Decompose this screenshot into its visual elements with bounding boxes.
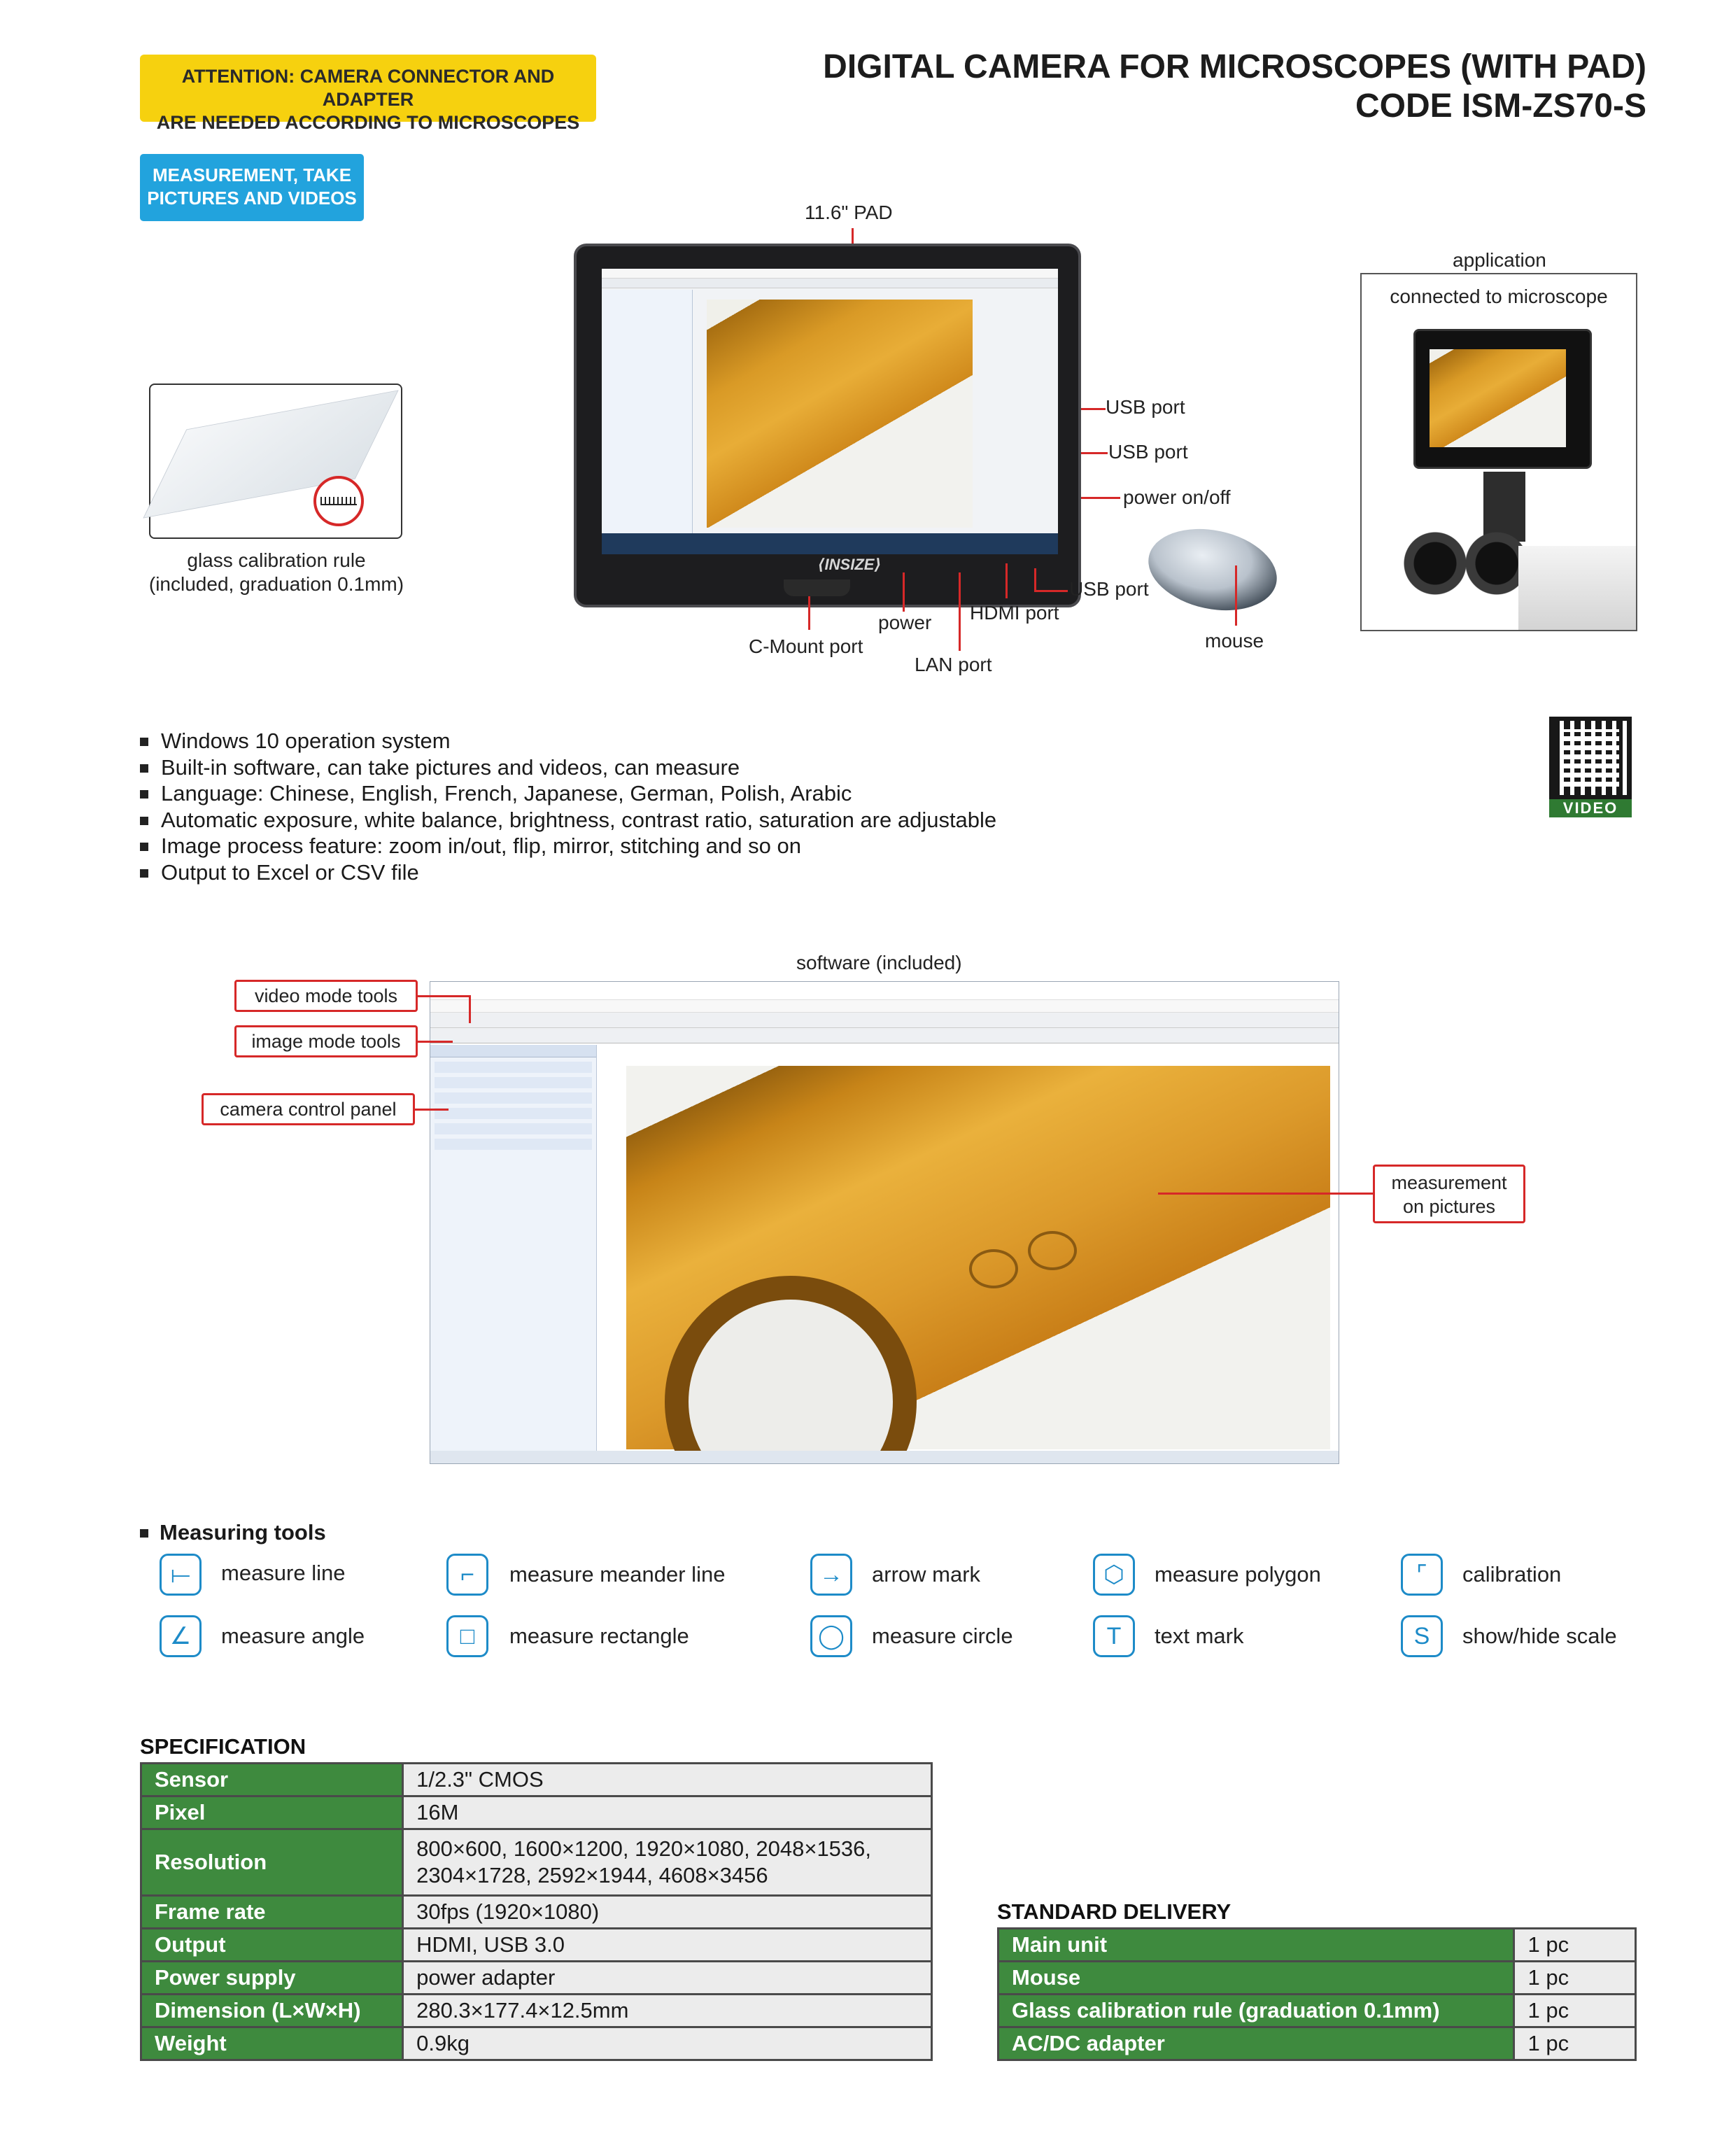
tool-label: measure meander line: [509, 1562, 726, 1587]
delivery-item: Main unit: [998, 1929, 1514, 1962]
tablet-screen: [602, 269, 1058, 554]
usb-1-line: [1081, 408, 1106, 410]
tablet-side-panel: [602, 290, 693, 542]
image-tools-line: [418, 1041, 453, 1043]
video-tools-line-v: [469, 995, 471, 1023]
tool-label: measure line: [221, 1561, 346, 1585]
specification-table: [140, 1762, 933, 2061]
list-item: Image process feature: zoom in/out, flip, mirror, stitching and so on: [140, 833, 996, 859]
delivery-qty: 1 pc: [1514, 1962, 1636, 1995]
sw-title-bar: [430, 982, 1339, 1000]
table-row: [141, 1995, 932, 2027]
glass-caption-line-2: (included, graduation 0.1mm): [148, 573, 404, 595]
tool-label: arrow mark: [872, 1562, 981, 1587]
power-switch-line: [1081, 497, 1120, 499]
spec-value: 1/2.3" CMOS: [403, 1764, 932, 1796]
delivery-item: Mouse: [998, 1962, 1514, 1995]
list-item: Language: Chinese, English, French, Japanese, German, Polish, Arabic: [140, 780, 996, 807]
tool-label: measure circle: [872, 1624, 1013, 1648]
tool-label: show/hide scale: [1462, 1624, 1617, 1648]
table-row: [998, 1962, 1636, 1995]
lan-port-label: LAN port: [915, 654, 992, 675]
badge-line-2: PICTURES AND VIDEOS: [147, 188, 357, 209]
table-row: [141, 1796, 932, 1829]
measurement-tag: [1373, 1165, 1525, 1223]
delivery-qty: 1 pc: [1514, 1929, 1636, 1962]
delivery-qty: 1 pc: [1514, 2027, 1636, 2060]
page-title: [737, 48, 1646, 126]
glass-rule-caption: [140, 549, 413, 596]
c-mount-adapter: [784, 579, 850, 596]
spec-value: 280.3×177.4×12.5mm: [403, 1995, 932, 2027]
software-screenshot: [430, 981, 1339, 1464]
video-tools-line: [418, 995, 470, 997]
mouse-line: [1235, 565, 1237, 626]
hdmi-line: [1005, 563, 1008, 598]
spec-key: Dimension (L×W×H): [141, 1995, 403, 2027]
measuring-tools-title: Measuring tools: [140, 1520, 326, 1545]
sw-oval-2: [1028, 1231, 1077, 1270]
tool-label: measure polygon: [1155, 1562, 1321, 1587]
spec-value: 30fps (1920×1080): [403, 1896, 932, 1929]
video-tools-tag: video mode tools: [234, 980, 418, 1012]
spec-value: power adapter: [403, 1962, 932, 1995]
measurement-line: [1158, 1193, 1373, 1195]
table-row: [998, 2027, 1636, 2060]
tool-label: text mark: [1155, 1624, 1244, 1648]
table-row: [141, 1829, 932, 1896]
list-item: Automatic exposure, white balance, brightness, contrast ratio, saturation are adjustable: [140, 807, 996, 834]
glass-caption-line-1: glass calibration rule: [187, 549, 366, 571]
measurement-line-2: on pictures: [1402, 1196, 1496, 1217]
resolution-line-1: 800×600, 1600×1200, 1920×1080, 2048×1536,: [416, 1836, 872, 1861]
lan-line: [959, 572, 961, 651]
polygon-icon[interactable]: ⬡: [1093, 1554, 1135, 1596]
table-row: [141, 1896, 932, 1929]
sw-toolbar-video: [430, 1013, 1339, 1028]
spec-key: Power supply: [141, 1962, 403, 1995]
table-row: [141, 1929, 932, 1962]
feature-badge: [140, 154, 364, 221]
table-row: [141, 1764, 932, 1796]
power-line: [903, 572, 905, 612]
power-label: power: [878, 612, 932, 633]
list-item: Built-in software, can take pictures and videos, can measure: [140, 754, 996, 781]
attention-line-2: ARE NEEDED ACCORDING TO MICROSCOPES: [156, 112, 580, 133]
power-switch-label: power on/off: [1123, 486, 1231, 508]
tablet-taskbar: [602, 533, 1058, 554]
delivery-qty: 1 pc: [1514, 1995, 1636, 2027]
delivery-item: AC/DC adapter: [998, 2027, 1514, 2060]
calibration-icon[interactable]: ⌜: [1401, 1554, 1443, 1596]
spec-value: [403, 1829, 932, 1896]
spec-key: Output: [141, 1929, 403, 1962]
spec-key: Weight: [141, 2027, 403, 2060]
hdmi-port-label: HDMI port: [970, 602, 1059, 624]
delivery-table: [997, 1927, 1637, 2061]
software-caption: software (included): [796, 952, 962, 973]
arrow-mark-icon[interactable]: →: [810, 1554, 852, 1596]
tablet-microscope-image: [707, 300, 973, 528]
application-screen-image: [1430, 349, 1566, 447]
usb-3-line-v: [1034, 568, 1036, 592]
table-row: [998, 1995, 1636, 2027]
camera-panel-line: [415, 1109, 449, 1111]
tablet-device: [574, 244, 1081, 607]
meander-line-icon[interactable]: ⌐: [446, 1554, 488, 1596]
spec-key: Pixel: [141, 1796, 403, 1829]
mouse-label: mouse: [1205, 630, 1264, 652]
cmount-port-label: C-Mount port: [749, 635, 863, 657]
spec-value: HDMI, USB 3.0: [403, 1929, 932, 1962]
scale-icon[interactable]: S: [1401, 1615, 1443, 1657]
insize-logo: ⟨INSIZE⟩: [817, 556, 882, 573]
feature-list: [140, 728, 996, 885]
title-line-2: CODE ISM-ZS70-S: [1355, 87, 1646, 125]
list-item: Windows 10 operation system: [140, 728, 996, 754]
sw-toolbar-image: [430, 1028, 1339, 1043]
tablet-menu-bar: [602, 269, 1058, 279]
sw-image-canvas: [626, 1066, 1330, 1449]
camera-panel-tag: camera control panel: [202, 1093, 415, 1125]
image-tools-tag: image mode tools: [234, 1025, 418, 1057]
sw-oval-1: [969, 1249, 1018, 1288]
usb-port-2-label: USB port: [1108, 441, 1188, 463]
microscope-camera: [1483, 472, 1525, 542]
application-caption: connected to microscope: [1390, 286, 1608, 307]
attention-banner: [140, 55, 596, 133]
application-label: application: [1453, 249, 1546, 271]
attention-line-1: ATTENTION: CAMERA CONNECTOR AND ADAPTER: [181, 66, 555, 110]
measure-line-icon[interactable]: ⟝: [160, 1554, 202, 1596]
angle-icon[interactable]: ∠: [160, 1615, 202, 1657]
usb-2-line: [1081, 452, 1108, 454]
qr-video-label: VIDEO: [1549, 799, 1632, 817]
table-row: [141, 1962, 932, 1995]
measurement-line-1: measurement: [1391, 1172, 1507, 1193]
tool-label: measure rectangle: [509, 1624, 689, 1648]
delivery-title: STANDARD DELIVERY: [997, 1899, 1232, 1924]
tool-label: calibration: [1462, 1562, 1562, 1587]
usb-port-3-label: USB port: [1069, 578, 1149, 600]
usb-3-line-h: [1034, 590, 1068, 592]
circle-icon[interactable]: ◯: [810, 1615, 852, 1657]
list-item: Output to Excel or CSV file: [140, 859, 996, 886]
spec-key: Sensor: [141, 1764, 403, 1796]
usb-port-1-label: USB port: [1106, 396, 1185, 418]
table-row: [141, 2027, 932, 2060]
spec-key: Frame rate: [141, 1896, 403, 1929]
tablet-toolbar: [602, 279, 1058, 288]
graduation-magnifier: [313, 476, 364, 526]
rectangle-icon[interactable]: □: [446, 1615, 488, 1657]
microscope-body: [1518, 546, 1636, 630]
resolution-line-2: 2304×1728, 2592×1944, 4608×3456: [416, 1863, 768, 1887]
table-row: [998, 1929, 1636, 1962]
tool-label: measure angle: [221, 1624, 365, 1648]
specification-title: SPECIFICATION: [140, 1734, 306, 1759]
delivery-item: Glass calibration rule (graduation 0.1mm): [998, 1995, 1514, 2027]
qr-code-pattern: [1562, 729, 1619, 787]
title-line-1: DIGITAL CAMERA FOR MICROSCOPES (WITH PAD): [823, 48, 1646, 85]
spec-value: 16M: [403, 1796, 932, 1829]
spec-key: Resolution: [141, 1829, 403, 1896]
spec-value: 0.9kg: [403, 2027, 932, 2060]
sw-menu-bar: [430, 1000, 1339, 1013]
text-mark-icon[interactable]: T: [1093, 1615, 1135, 1657]
cmount-line: [808, 596, 810, 630]
badge-line-1: MEASUREMENT, TAKE: [152, 164, 352, 185]
sw-status-bar: [430, 1451, 1339, 1464]
application-tablet: [1413, 329, 1592, 469]
pad-label: 11.6" PAD: [805, 202, 893, 223]
mouse-image: [1141, 518, 1284, 621]
sw-camera-control-panel: [430, 1045, 597, 1451]
